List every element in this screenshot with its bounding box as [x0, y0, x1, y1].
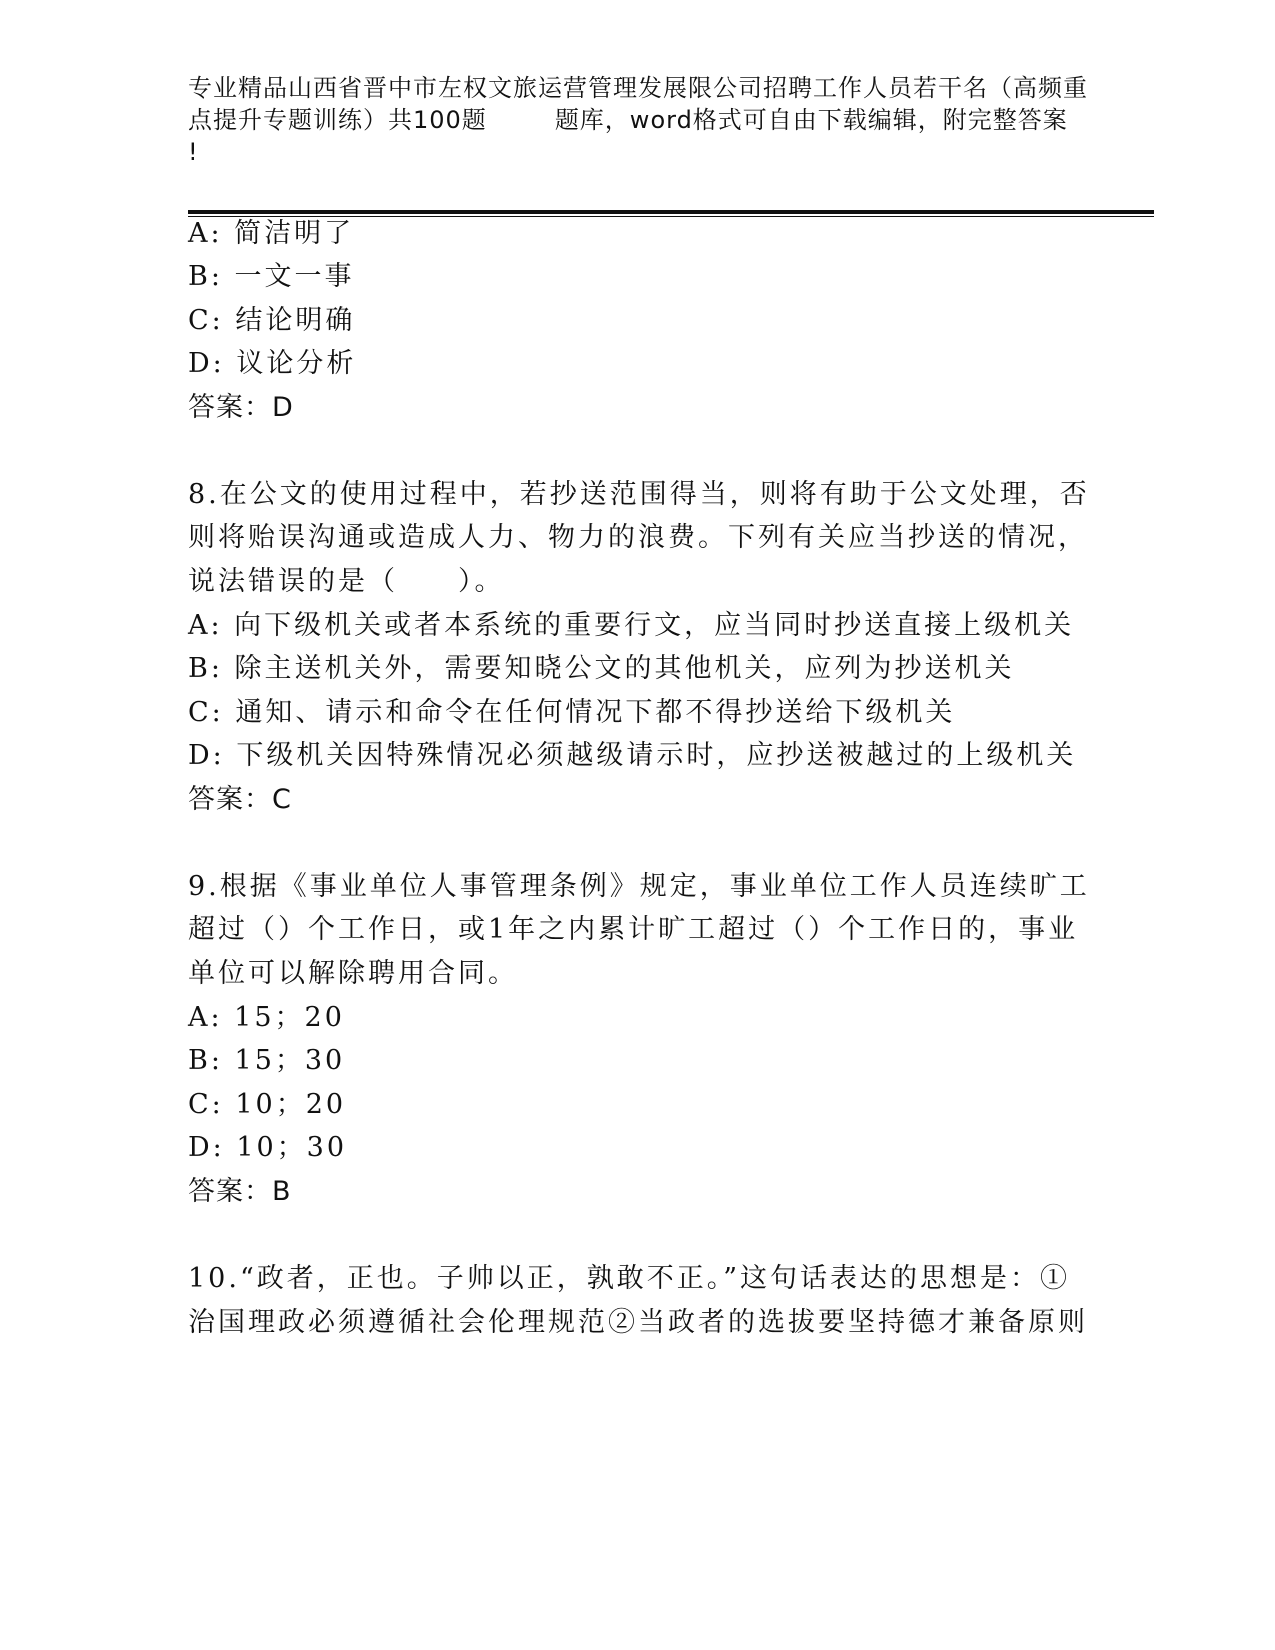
option-d: D: 议论分析 [188, 348, 357, 379]
question-text: 单位可以解除聘用合同。 [188, 958, 518, 989]
question-text: 则将贻误沟通或造成人力、物力的浪费。下列有关应当抄送的情况， [188, 522, 1088, 553]
option-b: B: 一文一事 [188, 261, 355, 292]
header-line-part: 题库，word格式可自由下载编辑，附完整答案 [554, 106, 1068, 134]
question-text: 10.“政者，正也。子帅以正，孰敢不正。”这句话表达的思想是：① [188, 1263, 1071, 1294]
option-b: B: 除主送机关外，需要知晓公文的其他机关，应列为抄送机关 [188, 653, 1015, 684]
option-d: D: 下级机关因特殊情况必须越级请示时，应抄送被越过的上级机关 [188, 740, 1077, 771]
option-a: A: 向下级机关或者本系统的重要行文，应当同时抄送直接上级机关 [188, 610, 1075, 641]
document-header [188, 72, 1088, 168]
option-b: B: 15；30 [188, 1045, 346, 1076]
question-text: 超过（）个工作日，或1年之内累计旷工超过（）个工作日的，事业 [188, 914, 1079, 945]
option-a: A: 15；20 [188, 1002, 345, 1033]
header-line: 专业精品山西省晋中市左权文旅运营管理发展限公司招聘工作人员若干名（高频重 [188, 74, 1088, 102]
question-text: 治国理政必须遵循社会伦理规范②当政者的选拔要坚持德才兼备原则 [188, 1307, 1088, 1338]
question-text: 9.根据《事业单位人事管理条例》规定，事业单位工作人员连续旷工 [188, 871, 1090, 902]
header-line-part: 点提升专题训练）共100题 [188, 106, 487, 134]
answer-line: 答案：D [188, 392, 294, 423]
question-text: 说法错误的是（ ）。 [188, 566, 505, 597]
header-divider-thick [188, 210, 1154, 214]
option-c: C: 10；20 [188, 1089, 347, 1120]
option-c: C: 通知、请示和命令在任何情况下都不得抄送给下级机关 [188, 697, 956, 728]
header-line [188, 104, 1088, 136]
header-line: ! [188, 138, 199, 166]
option-c: C: 结论明确 [188, 305, 356, 336]
answer-line: 答案：C [188, 784, 292, 815]
option-a: A: 简洁明了 [188, 218, 355, 249]
option-d: D: 10；30 [188, 1132, 348, 1163]
answer-line: 答案：B [188, 1176, 292, 1207]
question-text: 8.在公文的使用过程中，若抄送范围得当，则将有助于公文处理，否 [188, 479, 1090, 510]
